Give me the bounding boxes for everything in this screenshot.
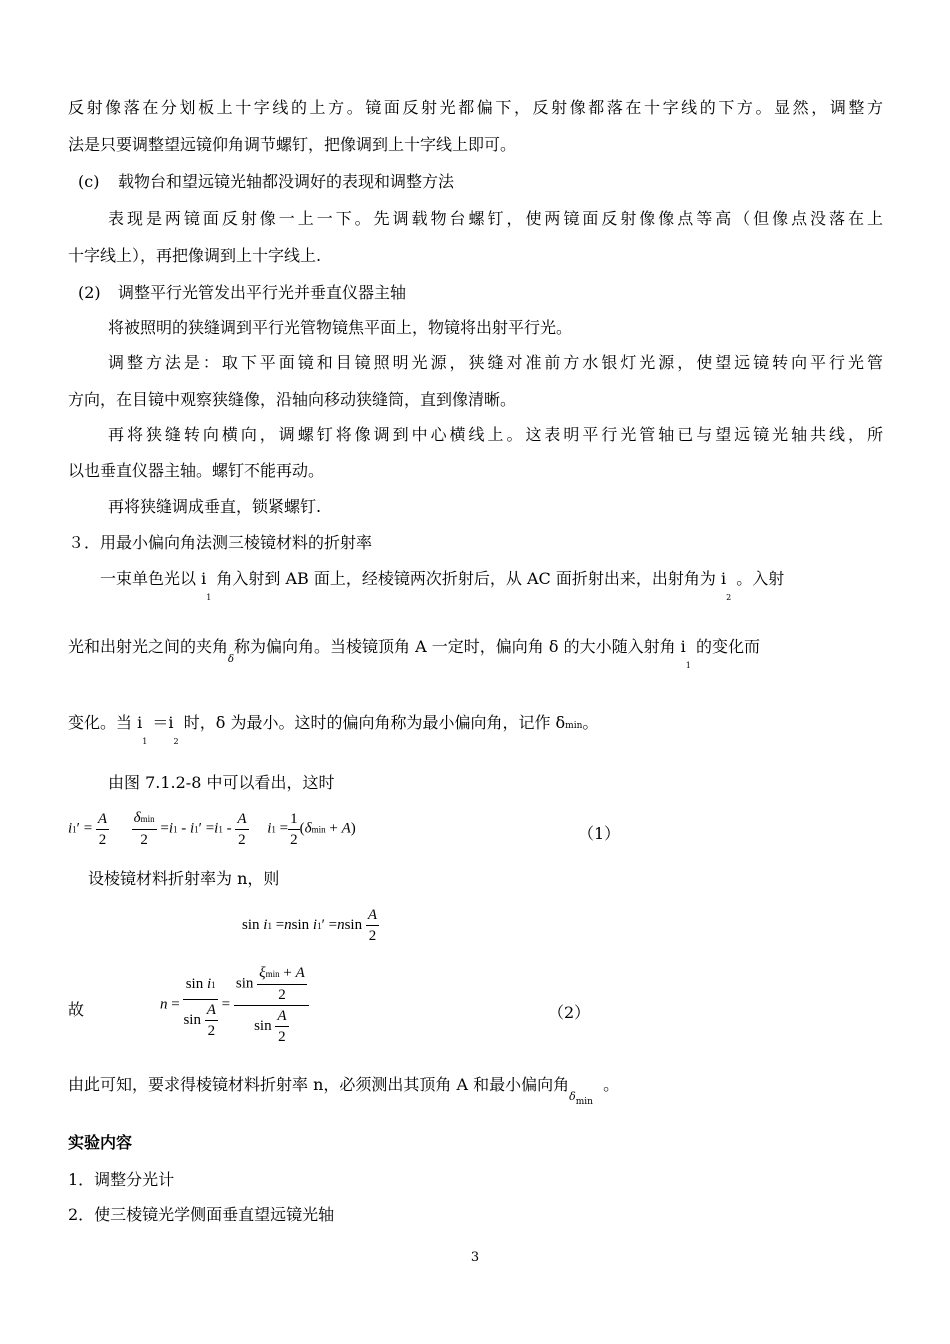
section-heading-3: ３．用最小偏向角法测三棱镜材料的折射率 (68, 533, 373, 552)
eq-fraction (132, 808, 157, 850)
subscript: 1 (685, 661, 691, 670)
text-run: 。 (603, 1075, 620, 1094)
eq-num: A (96, 809, 109, 830)
eq-sub: 1 (172, 824, 178, 835)
eq-symbol: sin (235, 975, 254, 992)
text-run: 一束单色光以 i (100, 569, 207, 588)
eq-den: 2 (238, 831, 246, 848)
text-run: 时，δ 为最小。这时的偏向角称为最小偏向角，记作 δ (183, 713, 566, 732)
eq-sub: 1 (211, 980, 216, 990)
subsection-heading-c (78, 172, 893, 192)
subscript: 1 (206, 593, 212, 602)
eq-den (183, 1000, 217, 1041)
eq-symbol: i (206, 976, 212, 992)
paragraph-line: 十字线上），再把像调到上十字线上. (68, 246, 322, 265)
text-run: 由此可知，要求得棱镜材料折射率 n，必须测出其顶角 A 和最小偏向角 (68, 1075, 570, 1094)
equation-number-2: （2） (548, 1003, 591, 1022)
eq-fraction (366, 905, 379, 946)
eq-symbol: = (160, 820, 169, 837)
paragraph-line: 再将狭缝转向横向，调螺钉将像调到中心横线上。这表明平行光管轴已与望远镜光轴共线，所 (108, 425, 883, 444)
eq-fraction (235, 809, 248, 850)
text-run: 变化。当 i (68, 713, 143, 732)
eq-sub: 1 (218, 824, 223, 835)
eq-symbol: = (171, 996, 180, 1013)
eq-symbol: A (341, 820, 351, 837)
subsection-heading-2 (78, 283, 893, 303)
equation-1 (68, 808, 356, 850)
eq-num (257, 963, 307, 985)
eq-num (234, 963, 309, 1006)
paragraph-line: 方向，在目镜中观察狭缝像，沿轴向移动狭缝筒，直到像清晰。 (68, 390, 517, 409)
paragraph-line: 以也垂直仪器主轴。螺钉不能再动。 (68, 461, 325, 480)
subscript: min (575, 1097, 593, 1107)
eq-symbol: i (189, 820, 195, 837)
eq-symbol: = (275, 916, 285, 933)
subscript: δ (569, 1090, 576, 1103)
eq-symbol: i (68, 820, 73, 837)
eq-den: 2 (98, 831, 107, 848)
eq-symbol: i (214, 820, 219, 837)
eq-symbol: sin (254, 1018, 272, 1034)
text-run: 称为偏向角。当棱镜顶角 A 一定时，偏向角 δ 的大小随入射角 i (234, 637, 686, 656)
eq-num: A (235, 809, 248, 830)
eq-num: A (366, 905, 379, 926)
eq-symbol: = (205, 820, 215, 837)
subscript: 2 (173, 737, 179, 746)
paragraph-line (68, 1075, 883, 1107)
eq-den: 2 (290, 831, 298, 848)
eq-fraction (96, 809, 109, 850)
eq-fraction (234, 963, 309, 1047)
paragraph-line (68, 637, 883, 670)
paragraph-line: 法是只要调整望远镜仰角调节螺钉，把像调到上十字线上即可。 (68, 135, 517, 154)
eq-symbol: δ (133, 810, 141, 826)
paragraph-line (100, 569, 875, 602)
eq-symbol: sin (183, 1012, 201, 1028)
subscript: min (565, 721, 583, 731)
eq-symbol: n (160, 996, 168, 1013)
text-run: 角入射到 AB 面上，经棱镜两次折射后，从 AC 面折射出来，出射角为 i (216, 569, 727, 588)
eq-num: A (205, 1000, 218, 1021)
eq-num: 1 (288, 809, 300, 830)
eq-symbol: i (267, 820, 272, 837)
item-text: 调整平行光管发出平行光并垂直仪器主轴 (118, 283, 407, 302)
text-run: 的变化而 (695, 637, 760, 656)
eq-symbol: ( (299, 820, 305, 837)
eq-sub: min (265, 969, 280, 979)
eq-symbol: δ (304, 820, 312, 837)
eq-sub: min (311, 824, 326, 835)
eq-fraction (205, 1000, 218, 1041)
eq-symbol: n (284, 916, 292, 933)
eq-symbol: - (181, 820, 187, 837)
paragraph-line: 调整方法是：取下平面镜和目镜照明光源，狭缝对准前方水银灯光源，使望远镜转向平行光管 (108, 353, 883, 372)
item-label: (2) (78, 283, 101, 302)
equation-number-1: （1） (578, 824, 621, 843)
eq-symbol: sin (344, 916, 363, 933)
text-run: 。 (582, 713, 599, 732)
eq-symbol: i (263, 916, 268, 933)
eq-symbol: i (168, 820, 173, 837)
text-run: 。入射 (736, 569, 785, 588)
eq-den: 2 (207, 1023, 216, 1040)
eq-symbol: i (312, 916, 318, 933)
eq-symbol: ξ (259, 965, 266, 981)
paragraph-line: 由图 7.1.2-8 中可以看出，这时 (108, 773, 335, 792)
eq-fraction (275, 1006, 288, 1047)
eq-sub: 1 (72, 824, 77, 835)
item-text: 载物台和望远镜光轴都没调好的表现和调整方法 (118, 172, 455, 191)
eq-den: 2 (278, 1029, 286, 1046)
eq-symbol: sin (291, 916, 310, 933)
paragraph-line: 设棱镜材料折射率为 n，则 (88, 869, 280, 888)
text-run: ＝i (152, 713, 174, 732)
eq-symbol: n (337, 916, 345, 933)
subscript: 2 (726, 593, 732, 602)
paragraph-line (68, 713, 883, 746)
eq-num: A (275, 1006, 288, 1027)
page-number: 3 (470, 1250, 480, 1265)
paragraph-line: 将被照明的狭缝调到平行光管物镜焦平面上，物镜将出射平行光。 (108, 318, 573, 337)
eq-symbol: ′ (76, 820, 80, 837)
eq-fraction (257, 963, 307, 1005)
eq-symbol: = (279, 820, 289, 837)
subscript: δ (228, 654, 235, 665)
eq-symbol: - (226, 820, 232, 837)
eq-symbol: = (328, 916, 338, 933)
eq-symbol: A (295, 965, 305, 981)
eq-symbol: + (329, 820, 338, 837)
eq-symbol: = (221, 996, 231, 1013)
paragraph-line: 表现是两镜面反射像一上一下。先调载物台螺钉，使两镜面反射像像点等高（但像点没落在上 (108, 209, 883, 228)
eq-symbol: sin (242, 916, 260, 933)
paragraph-line: 反射像落在分划板上十字线的上方。镜面反射光都偏下，反射像都落在十字线的下方。显然，调整方 (68, 98, 883, 117)
eq-fraction (288, 809, 300, 850)
eq-symbol: + (283, 965, 292, 981)
list-item: 2．使三棱镜光学侧面垂直望远镜光轴 (68, 1205, 335, 1224)
eq-symbol: = (83, 820, 93, 837)
eq-symbol: ′ (198, 820, 202, 837)
item-label: (c) (78, 172, 100, 191)
equation-snell (242, 905, 379, 946)
eq-sub: min (140, 814, 155, 824)
eq-den: 2 (140, 832, 148, 848)
section-heading-experiment: 实验内容 (68, 1133, 133, 1152)
eq-den: 2 (278, 987, 286, 1003)
eq-sub: 1 (194, 824, 199, 835)
text-run: 光和出射光之间的夹角 (68, 637, 229, 656)
list-item: 1．调整分光计 (68, 1170, 175, 1189)
eq-den: 2 (368, 928, 377, 944)
eq-num (132, 808, 157, 830)
paragraph-line: 再将狭缝调成垂直，锁紧螺钉. (108, 497, 322, 516)
eq-sub: 1 (317, 920, 322, 931)
subscript: 1 (142, 737, 148, 746)
eq-symbol: sin (185, 976, 204, 992)
eq-num (183, 969, 217, 1000)
eq-symbol: ) (350, 820, 356, 837)
eq-fraction (183, 969, 217, 1041)
eq-den (234, 1006, 309, 1047)
eq-symbol: ′ (321, 916, 325, 933)
equation-2 (160, 963, 309, 1047)
paragraph-line: 故 (68, 1000, 85, 1019)
eq-sub: 1 (267, 920, 272, 931)
eq-sub: 1 (271, 824, 276, 835)
